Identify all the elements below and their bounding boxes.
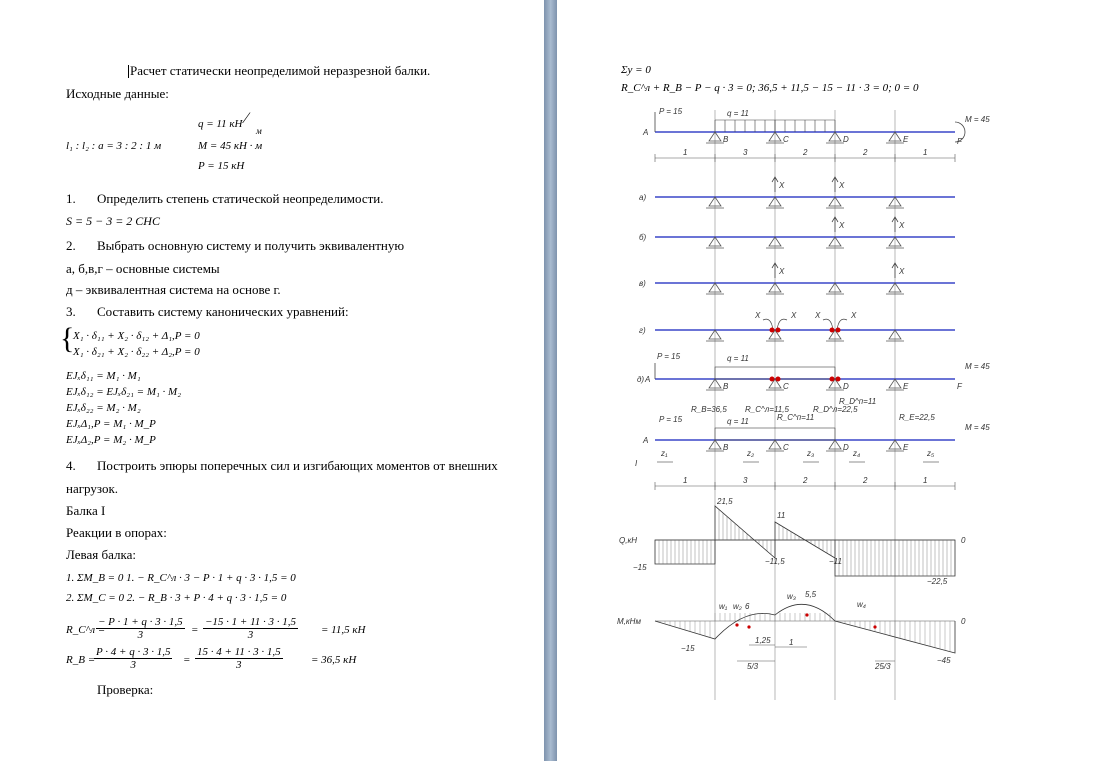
equivalent-system-text: д – эквивалентная система на основе г. <box>66 282 281 297</box>
eq-hinge-dot-l-0 <box>770 377 775 382</box>
q-diagram-outline <box>655 506 955 576</box>
span-label-2-0: 1 <box>683 476 688 485</box>
m-dim-label-1: 1 <box>789 638 794 647</box>
m-value: M = 45 кН · м <box>198 140 263 152</box>
centroid-dot-1 <box>747 625 750 628</box>
rc-numerator-2: −15 · 1 + 11 · 3 · 1,5 <box>205 616 297 628</box>
step4-continuation: нагрузок. <box>66 481 119 496</box>
hinge-x-r-1: X <box>851 311 857 320</box>
z-label-4: z₅ <box>927 449 935 458</box>
m-load-label-3: M = 45 <box>965 423 990 432</box>
rb-numerator-2: 15 · 4 + 11 · 3 · 1,5 <box>197 646 281 658</box>
reaction-label-3: R_D^л=22,5 <box>813 405 858 414</box>
q-value-label-3: 11 <box>777 511 786 520</box>
support-label-C: C <box>783 135 789 144</box>
q-unit: м <box>256 126 262 136</box>
p-load-label-3: P = 15 <box>659 415 683 424</box>
support-label-E: E <box>903 135 909 144</box>
w-label-0: w₁ <box>719 602 728 611</box>
m-axis-label: M,кНм <box>617 617 641 626</box>
i-support-label-C: C <box>783 443 789 452</box>
hinge-dot-r-0 <box>776 328 781 333</box>
reaction-label-0: R_B=36,5 <box>691 405 727 414</box>
m-value-label-2: 5,5 <box>805 590 817 599</box>
rc-denominator-1: 3 <box>137 629 144 641</box>
q-slash: ⁄ <box>245 110 248 127</box>
eq-hinge-dot-r-0 <box>776 377 781 382</box>
reactions-heading: Реакции в опорах: <box>66 525 167 540</box>
beam-heading: Балка I <box>66 503 106 518</box>
rc-numerator-1: − P · 1 + q · 3 · 1,5 <box>98 616 183 628</box>
i-support-label-B: B <box>723 443 729 452</box>
p-load-label-2: P = 15 <box>657 352 681 361</box>
rb-lhs: R_B = <box>66 654 96 666</box>
reaction-label-4: R_D^п=11 <box>839 397 877 406</box>
unknown-label-c1: X <box>779 267 785 276</box>
p-value: P = 15 кН <box>198 160 245 172</box>
rb-result: = 36,5 кН <box>311 654 357 666</box>
check-heading: Проверка: <box>97 682 154 697</box>
m-value-label-0: −15 <box>681 644 695 653</box>
q-zero-label: 0 <box>961 536 966 545</box>
canonical-equation-1: X₁ · δ₁₁ + X₂ · δ₁₂ + Δ₁,P = 0 <box>73 330 200 342</box>
m-value-label-3: −45 <box>937 656 951 665</box>
rb-equals: = <box>183 654 191 666</box>
rb-fraction-2 <box>195 646 283 671</box>
support-label-D: D <box>843 135 849 144</box>
label-a: A <box>643 128 649 137</box>
canonical-equation-2: X₁ · δ₂₁ + X₂ · δ₂₂ + Δ₂,P = 0 <box>73 346 200 358</box>
moment-equation-2: 2. ΣM_C = 0 2. − R_B · 3 + P · 4 + q · 3 · 1,5 = 0 <box>66 592 287 604</box>
p-load-label: P = 15 <box>659 107 683 116</box>
q-value-label-1: −15 <box>633 563 647 572</box>
row-label-4: д) <box>637 375 645 384</box>
q-value-label-5: −22,5 <box>927 577 948 586</box>
m-load-label-2: M = 45 <box>965 362 990 371</box>
eq-support-label-B: B <box>723 382 729 391</box>
w-label-2: w₃ <box>787 592 796 601</box>
stiffness-equation-1: EJₓδ₁₁ = M₁ · M₁ <box>66 370 141 382</box>
span-label-2-1: 3 <box>743 476 748 485</box>
span-label-2-2: 2 <box>803 476 808 485</box>
rc-fraction-2 <box>203 616 298 641</box>
initial-data-heading: Исходные данные: <box>66 86 169 101</box>
span-label-2-3: 2 <box>863 476 868 485</box>
centroid-dot-2 <box>805 613 808 616</box>
length-ratio: l₁ : l₂ : a = 3 : 2 : 1 м <box>66 140 162 152</box>
q-load-label-2: q = 11 <box>727 354 749 363</box>
left-beam-heading: Левая балка: <box>66 547 136 562</box>
eq-hinge-dot-r-1 <box>836 377 841 382</box>
hinge-x-l-0: X <box>755 311 761 320</box>
reaction-label-5: R_E=22,5 <box>899 413 935 422</box>
step1-text: Определить степень статической неопределимости. <box>97 191 384 206</box>
row-label-2: в) <box>639 279 646 288</box>
hinge-dot-l-1 <box>830 328 835 333</box>
row-label-5: I <box>635 459 638 468</box>
step1-number: 1. <box>66 191 76 206</box>
basic-systems-text: а, б,в,г – основные системы <box>66 261 220 276</box>
q-value-label-0: 21,5 <box>717 497 733 506</box>
rc-denominator-2: 3 <box>247 629 254 641</box>
q-value: q = 11 кН <box>198 118 243 130</box>
hinge-x-r-0: X <box>791 311 797 320</box>
m-dim-label-2: 5/3 <box>747 662 759 671</box>
row-label-3: г) <box>639 326 646 335</box>
centroid-dot-0 <box>735 623 738 626</box>
stiffness-equation-5: EJₓΔ₂,P = M₂ · M_P <box>66 434 156 446</box>
unknown-label-a2: X <box>839 181 845 190</box>
degree-formula: S = 5 − 3 = 2 СНС <box>66 214 160 228</box>
rc-fraction-1 <box>96 616 185 641</box>
z-label-0: z₁ <box>661 449 668 458</box>
reaction-label-2: R_C^п=11 <box>777 413 815 422</box>
q-value-label-4: −11 <box>829 557 842 566</box>
row-label-0: а) <box>639 193 647 202</box>
q-value-label-2: −11,5 <box>765 557 785 566</box>
reaction-label-1: R_C^л=11,5 <box>745 405 789 414</box>
i-support-label-E: E <box>903 443 909 452</box>
row-label-1: б) <box>639 233 647 242</box>
rb-denominator-2: 3 <box>236 659 242 671</box>
doc-title: Расчет статически неопределимой неразрезной балки. <box>130 63 431 78</box>
z-label-1: z₂ <box>747 449 755 458</box>
sum-y-equation: Σy = 0 <box>621 64 651 76</box>
q-load-label-3: q = 11 <box>727 417 749 426</box>
m-dim-label-3: 25/3 <box>875 662 891 671</box>
hinge-dot-r-1 <box>836 328 841 333</box>
rb-fraction-1 <box>94 646 172 671</box>
hinge-x-l-1: X <box>815 311 821 320</box>
step2-text: Выбрать основную систему и получить эквивалентную <box>97 238 405 253</box>
label-f-2: F <box>957 382 962 391</box>
i-support-label-D: D <box>843 443 849 452</box>
check-equation: R_C^л + R_B − P − q · 3 = 0; 36,5 + 11,5 − 15 − 11 · 3 = 0; 0 = 0 <box>621 82 919 94</box>
document-page-left <box>0 0 544 761</box>
z-label-3: z₄ <box>853 449 861 458</box>
q-load-label: q = 11 <box>727 109 749 118</box>
eq-support-label-C: C <box>783 382 789 391</box>
unknown-label-b1: X <box>839 221 845 230</box>
label-a-3: A <box>643 436 649 445</box>
eq-support-label-E: E <box>903 382 909 391</box>
span-label-2: 2 <box>803 148 808 157</box>
unknown-label-a1: X <box>779 181 785 190</box>
page-gutter <box>544 0 557 761</box>
stiffness-equation-4: EJₓΔ₁,P = M₁ · M_P <box>66 418 156 430</box>
z-label-2: z₃ <box>807 449 815 458</box>
rc-lhs: R_C^л = <box>66 624 106 636</box>
unknown-label-b2: X <box>899 221 905 230</box>
hinge-dot-l-0 <box>770 328 775 333</box>
step3-text: Составить систему канонических уравнений: <box>97 304 349 319</box>
span-label-3: 2 <box>863 148 868 157</box>
eq-hinge-dot-l-1 <box>830 377 835 382</box>
span-label-1: 3 <box>743 148 748 157</box>
span-label-2-4: 1 <box>923 476 928 485</box>
m-dim-label-0: 1,25 <box>755 636 771 645</box>
span-label-4: 1 <box>923 148 928 157</box>
text-cursor <box>128 65 129 78</box>
w-label-3: w₄ <box>857 600 866 609</box>
rc-result: = 11,5 кН <box>321 624 366 636</box>
step3-number: 3. <box>66 304 76 319</box>
span-label-0: 1 <box>683 148 688 157</box>
support-label-B: B <box>723 135 729 144</box>
step2-number: 2. <box>66 238 76 253</box>
step4-number: 4. <box>66 458 76 473</box>
m-load-label: M = 45 <box>965 115 990 124</box>
moment-equation-1: 1. ΣM_B = 0 1. − R_C^л · 3 − P · 1 + q · 3 · 1,5 = 0 <box>66 572 296 584</box>
rc-equals: = <box>191 624 199 636</box>
rb-denominator-1: 3 <box>130 659 136 671</box>
beam-diagram <box>617 100 997 700</box>
w-label-1: w₂ <box>733 602 742 611</box>
system-brace: { <box>60 322 75 355</box>
stiffness-equation-2: EJₓδ₁₂ = EJₓδ₂₁ = M₁ · M₂ <box>66 386 182 398</box>
stiffness-equation-3: EJₓδ₂₂ = M₂ · M₂ <box>66 402 141 414</box>
centroid-dot-3 <box>873 625 876 628</box>
label-f: F <box>957 137 962 146</box>
step4-text: Построить эпюры поперечных сил и изгибающих моментов от внешних <box>97 458 498 473</box>
rb-numerator-1: P · 4 + q · 3 · 1,5 <box>96 646 171 658</box>
label-a-2: A <box>645 375 651 384</box>
m-zero-label: 0 <box>961 617 966 626</box>
eq-support-label-D: D <box>843 382 849 391</box>
m-value-label-1: 6 <box>745 602 750 611</box>
q-axis-label: Q,кН <box>619 536 637 545</box>
unknown-label-c2: X <box>899 267 905 276</box>
